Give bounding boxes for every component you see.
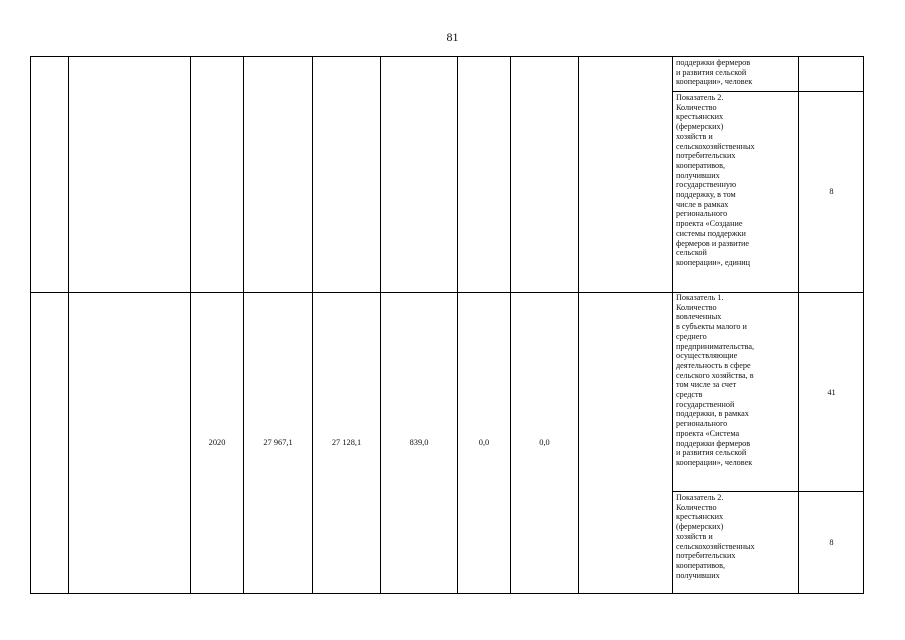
column-divider-3 [243, 56, 244, 594]
indicator-value-2020-1: 41 [827, 388, 836, 397]
federal-funding-cell: 27 128,1 [331, 438, 362, 447]
year-cell: 2020 [208, 438, 226, 447]
column-divider-2 [190, 56, 191, 594]
table-border-top [30, 56, 864, 57]
budget-table [30, 56, 864, 594]
regional-funding-cell: 839,0 [409, 438, 429, 447]
table-border-left [30, 56, 31, 594]
column-divider-10 [798, 56, 799, 594]
local-funding-cell: 0,0 [478, 438, 490, 447]
indicator-text-2: Показатель 2. Количество крестьянских (фермерских) хозяйств и сельскохозяйственных потребительских кооперативов, получивших государственную поддержку, в том числе в рамках регионального проекта «Создание системы поддержки фермеров и развитие сельской кооперации», единиц [676, 93, 755, 267]
column-divider-8 [578, 56, 579, 594]
total-funding-cell: 27 967,1 [263, 438, 293, 447]
indicator-value-2: 8 [829, 187, 834, 196]
column-divider-7 [510, 56, 511, 594]
indicator-text-2020-2: Показатель 2. Количество крестьянских (фермерских) хозяйств и сельскохозяйственных потребительских кооперативов, получивших [676, 493, 755, 580]
indicator-value-2020-2: 8 [829, 538, 834, 547]
column-divider-5 [380, 56, 381, 594]
other-funding-cell: 0,0 [539, 438, 550, 447]
table-border-bottom [30, 593, 864, 594]
table-border-right [863, 56, 864, 594]
column-divider-6 [457, 56, 458, 594]
indicator-text-continuation: поддержки фермеров и развития сельской кооперации», человек [676, 58, 753, 87]
column-divider-1 [68, 56, 69, 594]
indicator-text-2020-1: Показатель 1. Количество вовлеченных в субъекты малого и среднего предпринимательства, осуществляющие деятельность в сфере сельского хозяйства, в том числе за счет средств государственной поддержки, в рамках регионального проекта «Система поддержки фермеров и развития сельской кооперации», человек [676, 293, 755, 467]
page-number: 81 [446, 30, 459, 44]
indicator-row-divider-2 [673, 491, 864, 492]
column-divider-4 [312, 56, 313, 594]
